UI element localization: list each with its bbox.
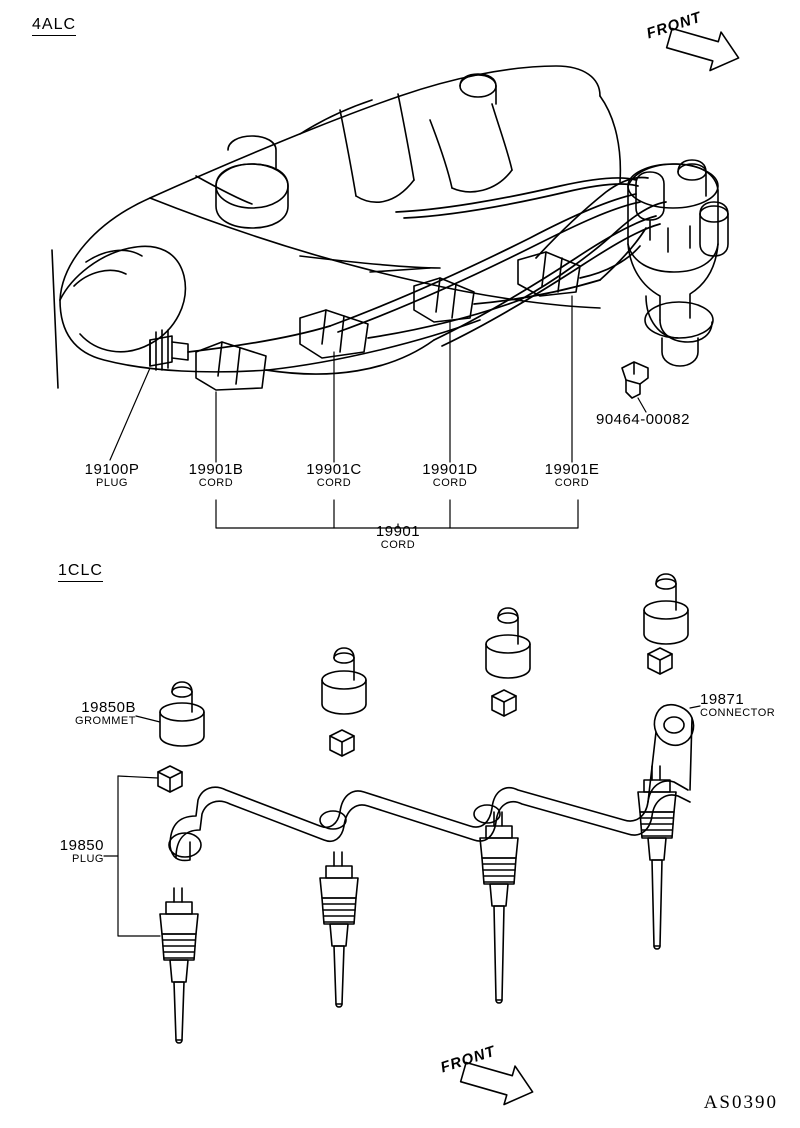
label-19901d-code: 19901D bbox=[422, 461, 478, 478]
nut-illustration bbox=[158, 648, 672, 792]
engine-head-cover-illustration bbox=[52, 66, 620, 388]
label-19871-sub: CONNECTOR bbox=[700, 706, 776, 719]
grommet-illustration bbox=[160, 574, 688, 746]
section-title-1clc: 1CLC bbox=[58, 562, 103, 582]
label-19901e-cord bbox=[522, 462, 622, 489]
label-19901c-code: 19901C bbox=[306, 461, 362, 478]
front-arrow-bottom-text: FRONT bbox=[438, 1042, 498, 1077]
label-19850b-grommet bbox=[0, 700, 136, 727]
label-19901b-code: 19901B bbox=[188, 461, 244, 478]
label-19901-code: 19901 bbox=[375, 523, 421, 540]
label-19871-code: 19871 bbox=[700, 691, 745, 708]
front-arrow-top-text: FRONT bbox=[644, 8, 704, 43]
distributor-illustration bbox=[628, 160, 728, 366]
label-19850-plug bbox=[0, 838, 104, 865]
leader-lines-bottom bbox=[104, 706, 700, 936]
label-19901d-sub: CORD bbox=[432, 476, 468, 489]
label-19871-connector bbox=[700, 692, 775, 719]
label-90464-clip bbox=[596, 412, 690, 428]
label-19901-sub: CORD bbox=[380, 538, 416, 551]
label-19100p-sub: PLUG bbox=[96, 476, 128, 489]
label-19901b-sub: CORD bbox=[198, 476, 234, 489]
label-19901e-code: 19901E bbox=[544, 461, 600, 478]
label-19901d-cord bbox=[400, 462, 500, 489]
leader-lines-top bbox=[110, 296, 646, 528]
label-19850b-code: 19850B bbox=[81, 699, 136, 716]
label-19901e-sub: CORD bbox=[554, 476, 590, 489]
label-19901c-cord bbox=[284, 462, 384, 489]
label-19100p-code: 19100P bbox=[84, 461, 140, 478]
sheet-code: AS0390 bbox=[703, 1092, 778, 1113]
label-19850b-sub: GROMMET bbox=[75, 714, 136, 727]
label-19850-code: 19850 bbox=[59, 837, 104, 854]
cord-boots-illustration bbox=[196, 252, 580, 390]
label-19901-cord-group bbox=[348, 524, 448, 551]
label-19901c-sub: CORD bbox=[316, 476, 352, 489]
section-title-4alc: 4ALC bbox=[32, 16, 76, 36]
label-19850-sub: PLUG bbox=[72, 852, 104, 865]
label-19901b-cord bbox=[166, 462, 266, 489]
glow-plug-connector-illustration bbox=[169, 705, 694, 861]
clip-illustration bbox=[622, 362, 648, 398]
label-19100p-plug bbox=[62, 462, 162, 489]
label-90464-code: 90464-00082 bbox=[596, 411, 690, 428]
spark-plug-illustration bbox=[150, 330, 188, 370]
